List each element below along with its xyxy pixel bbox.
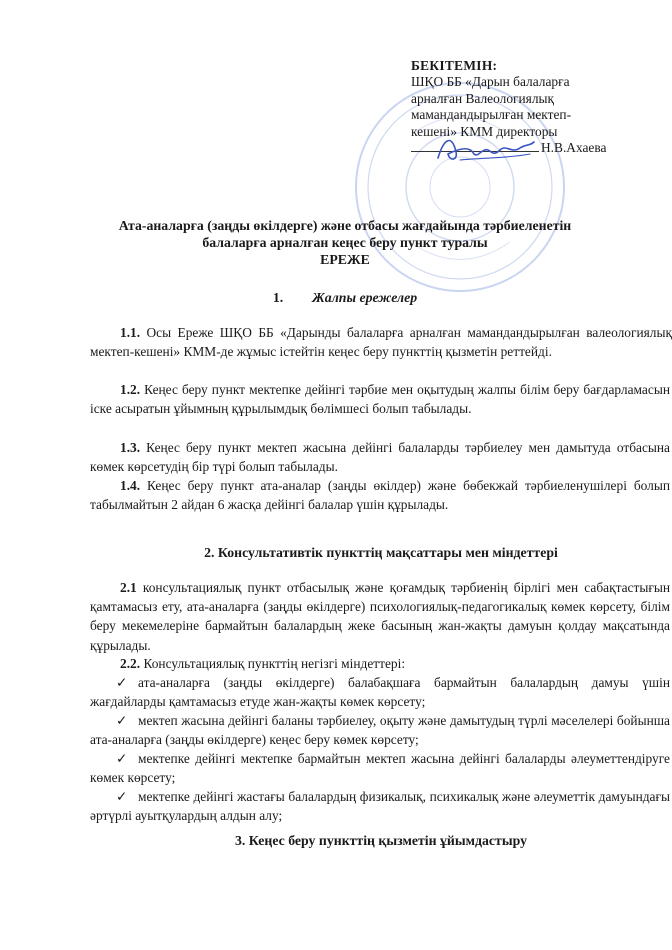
- signer-name: Н.В.Ахаева: [541, 140, 607, 156]
- approval-line: ШҚО ББ «Дарын балаларға: [411, 74, 570, 90]
- section-3-heading: 3. Кеңес беру пункттің қызметін ұйымдастыру: [235, 833, 527, 848]
- paragraph-2-1: [90, 578, 670, 655]
- approval-line: арналған Валеологиялық: [411, 90, 555, 106]
- list-item-text: мектеп жасына дейінгі баланы тәрбиелеу, оқыту және дамытудың түрлі мәселелері бойынша ата-аналарға (заңды өкілдерге) кеңес беру көмек көрсету;: [90, 713, 670, 748]
- checkmark-icon: ✓: [116, 789, 128, 804]
- list-item: [90, 787, 670, 825]
- paragraph-2-2: [90, 654, 670, 673]
- section-2-heading: 2. Консультативтік пункттің мақсаттары мен міндеттері: [204, 545, 558, 560]
- item-number: 1.4.: [120, 478, 141, 493]
- handwritten-signature: [430, 128, 540, 168]
- checkmark-icon: ✓: [116, 713, 128, 728]
- item-text: Кеңес беру пункт ата-аналар (заңды өкілдер) және бөбекжай тәрбиеленушілері болып табылмайтын 2 айдан 6 жасқа дейінгі балалар үшін құрылады.: [90, 478, 670, 513]
- approval-line: кешені» КММ директоры: [411, 123, 558, 139]
- title-line: балаларға арналған кеңес беру пункт туралы: [202, 235, 488, 250]
- item-number: 1.2.: [120, 382, 141, 397]
- paragraph-1-2: [90, 380, 670, 418]
- list-item: [90, 673, 670, 711]
- list-item: [90, 711, 670, 749]
- item-number: 2.2.: [120, 656, 141, 671]
- item-text: консультациялық пункт отбасылық және қоғамдық тәрбиенің бірлігі мен сабақтастығын қамтамасыз ету, ата-аналарға (заңды өкілдерге) психологиялық-педагогикалық көмек көрсету, білім беру мекемелеріне бармайтын балалардың жеке басының жан-жақты дамуын қолдау мақсатында құрылады.: [90, 580, 670, 653]
- item-number: 1.3.: [120, 440, 141, 455]
- checkmark-icon: ✓: [116, 675, 128, 690]
- paragraph-1-4: [90, 476, 670, 514]
- item-number: 1.1.: [120, 325, 141, 340]
- item-text: Консультациялық пункттің негізгі міндеттері:: [140, 656, 406, 671]
- approval-line: мамандандырылған мектеп-: [411, 107, 572, 123]
- paragraph-1-3: [90, 438, 670, 476]
- title-line: Ата-аналарға (заңды өкілдерге) және отбасы жағдайында тәрбиеленетін: [118, 218, 572, 233]
- section-1-heading: [60, 288, 630, 307]
- title-line: ЕРЕЖЕ: [320, 252, 370, 267]
- document-title: [60, 217, 630, 268]
- paragraph-1-1: [90, 323, 672, 361]
- list-item-text: мектепке дейінгі жастағы балалардың физикалық, психикалық және әлеуметтік дамуындағы әртүрлі ауытқулардың алдын алу;: [90, 789, 670, 824]
- item-text: Осы Ереже ШҚО ББ «Дарынды балаларға арналған мамандандырылған валеологиялық мектеп-кешені» КММ-де жұмыс істейтін кеңес беру пункттің қызметін реттейді.: [90, 325, 672, 360]
- item-number: 2.1: [120, 580, 137, 595]
- list-item-text: мектепке дейінгі мектепке бармайтын мектеп жасына дейінгі балаларды әлеуметтендіруге көмек көрсету;: [90, 751, 670, 786]
- item-text: Кеңес беру пункт мектепке дейінгі тәрбие мен оқытудың жалпы білім беру бағдарламасын іске асыратын ұйымның құрылымдық бөлімшесі болып табылады.: [90, 382, 670, 417]
- list-item-text: ата-аналарға (заңды өкілдерге) балабақшаға бармайтын балалардың дамуы үшін жағдайларды қамтамасыз етуде жан-жақты көмек көрсету;: [90, 675, 670, 710]
- section-number: 1.: [272, 290, 284, 305]
- section-title: Жалпы ережелер: [312, 290, 418, 305]
- item-text: Кеңес беру пункт мектеп жасына дейінгі балаларды тәрбиелеу мен дамытуда отбасына көмек көрсетудің бір түрі болып табылады.: [90, 440, 670, 475]
- list-item: [90, 749, 670, 787]
- checkmark-icon: ✓: [116, 751, 128, 766]
- approval-heading: БЕКІТЕМІН:: [411, 58, 498, 73]
